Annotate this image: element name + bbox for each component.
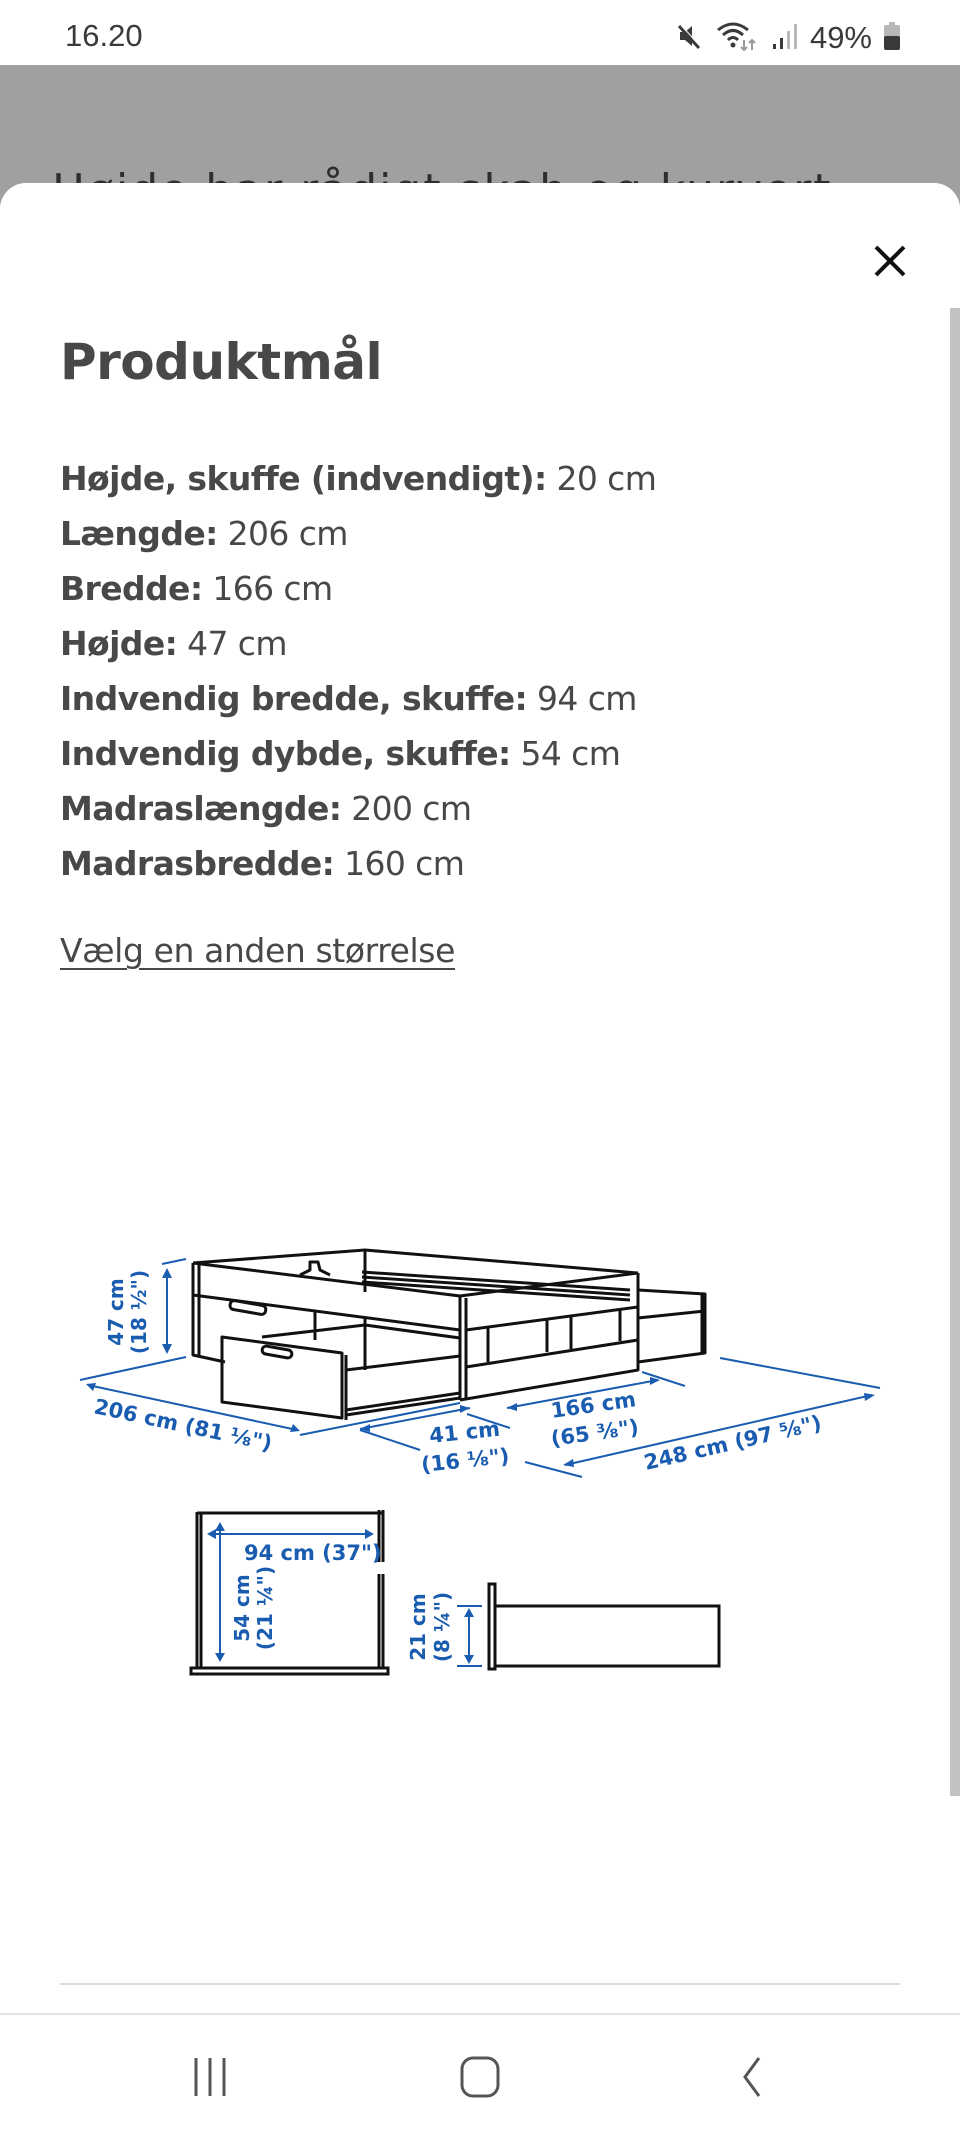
- dimension-item: [60, 561, 656, 616]
- battery-icon: [884, 22, 900, 54]
- drawer-inner-depth-label: 54 cm: [230, 1574, 254, 1642]
- recents-button[interactable]: [160, 2037, 260, 2117]
- sheet-title: Produktmål: [60, 333, 383, 391]
- dimension-label: Indvendig bredde, skuffe:: [60, 679, 528, 718]
- bed-dimension-illustration: [0, 1183, 960, 1903]
- signal-icon: [772, 22, 798, 54]
- drawer-depth-inch-label: (16 ⅛"): [420, 1443, 511, 1477]
- recents-icon: [190, 2056, 230, 2098]
- dimension-item: [60, 671, 656, 726]
- dimension-label: Højde, skuffe (indvendigt):: [60, 459, 547, 498]
- product-dimensions-sheet: [0, 183, 960, 2013]
- divider: [60, 1983, 900, 1985]
- dimension-item: [60, 616, 656, 671]
- length-label: 206 cm (81 ⅛"): [91, 1394, 275, 1456]
- back-icon: [737, 2056, 767, 2098]
- dimension-label: Bredde:: [60, 569, 203, 608]
- dimensions-list: [60, 451, 656, 891]
- dimension-item: [60, 451, 656, 506]
- dimension-item: [60, 836, 656, 891]
- dimension-value: 54 cm: [520, 734, 621, 773]
- dimension-diagram: [0, 1183, 960, 1903]
- dimension-item: [60, 506, 656, 561]
- dimension-value: 20 cm: [556, 459, 657, 498]
- dimension-value: 166 cm: [212, 569, 333, 608]
- dimension-label: Indvendig dybde, skuffe:: [60, 734, 511, 773]
- dimension-label: Madrasbredde:: [60, 844, 335, 883]
- status-bar: [0, 0, 960, 65]
- drawer-inner-width-label: 94 cm (37"): [244, 1541, 382, 1565]
- dimension-label: Længde:: [60, 514, 218, 553]
- dimension-value: 94 cm: [537, 679, 637, 718]
- back-button[interactable]: [702, 2037, 802, 2117]
- drawer-height-label: 21 cm: [406, 1593, 430, 1661]
- battery-percent: 49%: [809, 20, 872, 55]
- dimension-value: 47 cm: [187, 624, 287, 663]
- dimension-value: 206 cm: [227, 514, 348, 553]
- dimension-value: 160 cm: [344, 844, 465, 883]
- home-button[interactable]: [430, 2037, 530, 2117]
- home-icon: [459, 2056, 501, 2098]
- system-nav-bar: [0, 2013, 960, 2133]
- dimension-item: [60, 726, 656, 781]
- dimension-label: Højde:: [60, 624, 178, 663]
- drawer-inner-depth-inch-label: (21 ¼"): [253, 1565, 277, 1651]
- status-icons: [674, 18, 900, 58]
- height-inch-label: (18 ½"): [127, 1269, 151, 1355]
- height-label: 47 cm: [104, 1278, 128, 1346]
- mute-icon: [674, 21, 704, 55]
- drawer-height-inch-label: (8 ¼"): [430, 1591, 454, 1663]
- close-icon: [873, 244, 907, 278]
- total-width-label: 248 cm (97 ⅝"): [641, 1410, 824, 1475]
- close-button[interactable]: [862, 233, 918, 289]
- width-label: 166 cm: [549, 1387, 638, 1423]
- width-inch-label: (65 ⅜"): [549, 1414, 641, 1451]
- dimension-item: [60, 781, 656, 836]
- dimension-label: Madraslængde:: [60, 789, 342, 828]
- status-time: 16.20: [65, 18, 143, 53]
- wifi-icon: [716, 20, 760, 56]
- choose-other-size-link[interactable]: Vælg en anden størrelse: [60, 931, 456, 970]
- drawer-depth-label: 41 cm: [428, 1416, 502, 1448]
- dimension-value: 200 cm: [351, 789, 472, 828]
